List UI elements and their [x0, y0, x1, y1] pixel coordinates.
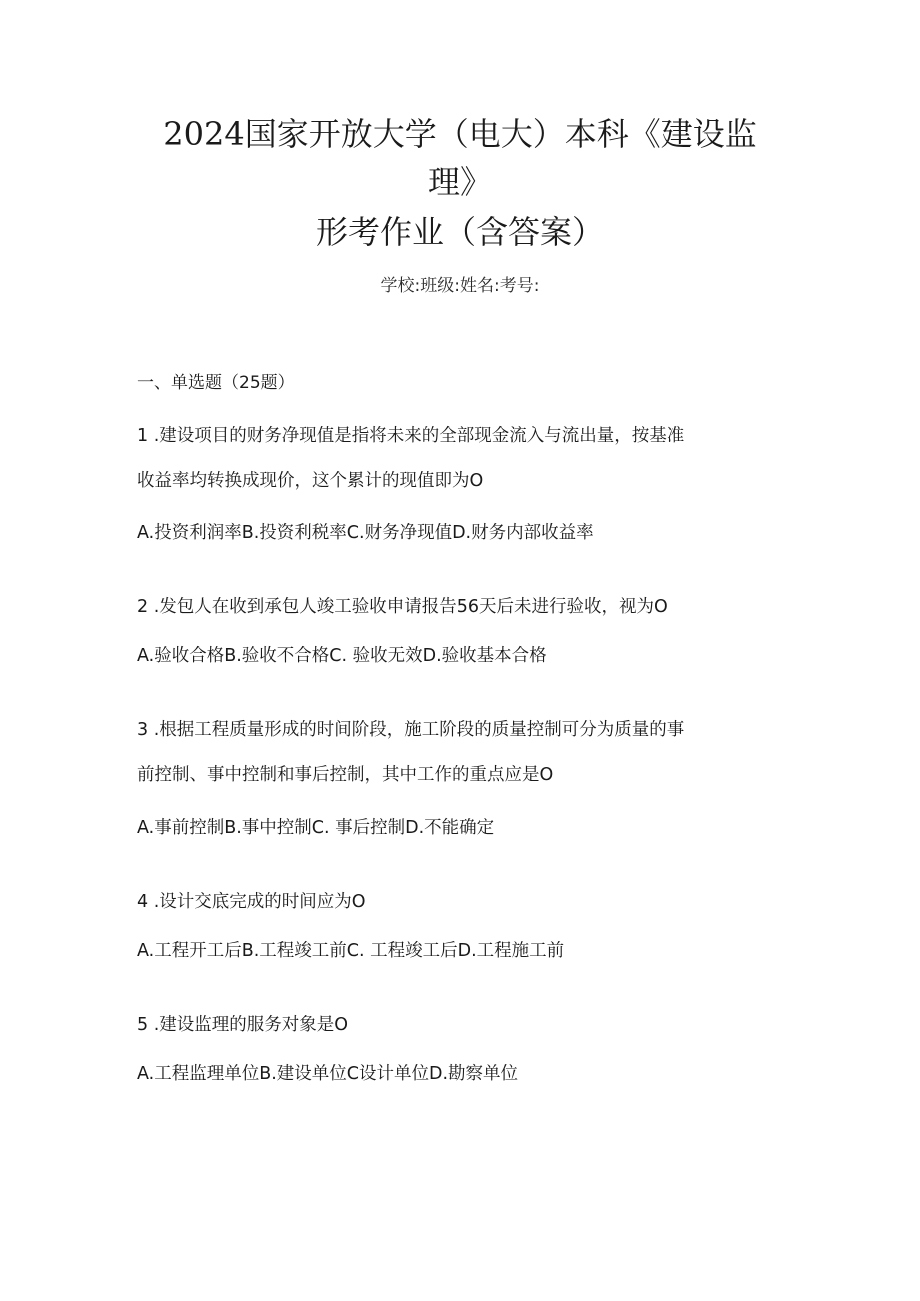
section-heading: 一、单选题（25题） [137, 373, 295, 393]
title-line-3: 形考作业（含答案） [315, 213, 604, 251]
question-text-line: 1 .建设项目的财务净现值是指将未来的全部现金流入与流出量，按基准 [137, 426, 685, 446]
question-3 [137, 717, 787, 788]
question-2 [137, 594, 787, 620]
question-text-line: 前控制、事中控制和事后控制，其中工作的重点应是O [137, 765, 554, 785]
question-1 [137, 423, 787, 494]
question-text-line: 3 .根据工程质量形成的时间阶段，施工阶段的质量控制可分为质量的事 [137, 720, 685, 740]
question-4-options: A.工程开工后B.工程竣工前C. 工程竣工后D.工程施工前 [137, 941, 565, 961]
document-title [0, 110, 920, 256]
question-2-options: A.验收合格B.验收不合格C. 验收无效D.验收基本合格 [137, 646, 547, 666]
question-5 [137, 1012, 787, 1038]
title-line-1: 2024国家开放大学（电大）本科《建设监 [163, 115, 757, 153]
question-text-line: 5 .建设监理的服务对象是O [137, 1015, 349, 1035]
question-3-options: A.事前控制B.事中控制C. 事后控制D.不能确定 [137, 818, 495, 838]
question-text-line: 4 .设计交底完成的时间应为O [137, 892, 366, 912]
question-text-line: 2 .发包人在收到承包人竣工验收申请报告56天后未进行验收，视为O [137, 597, 668, 617]
student-info-line: 学校:班级:姓名:考号: [380, 276, 540, 296]
question-text-line: 收益率均转换成现价，这个累计的现值即为O [137, 471, 484, 491]
title-line-2: 理》 [427, 163, 492, 201]
question-5-options: A.工程监理单位B.建设单位C设计单位D.勘察单位 [137, 1064, 519, 1084]
question-4 [137, 889, 787, 915]
question-1-options: A.投资利润率B.投资利税率C.财务净现值D.财务内部收益率 [137, 523, 594, 543]
